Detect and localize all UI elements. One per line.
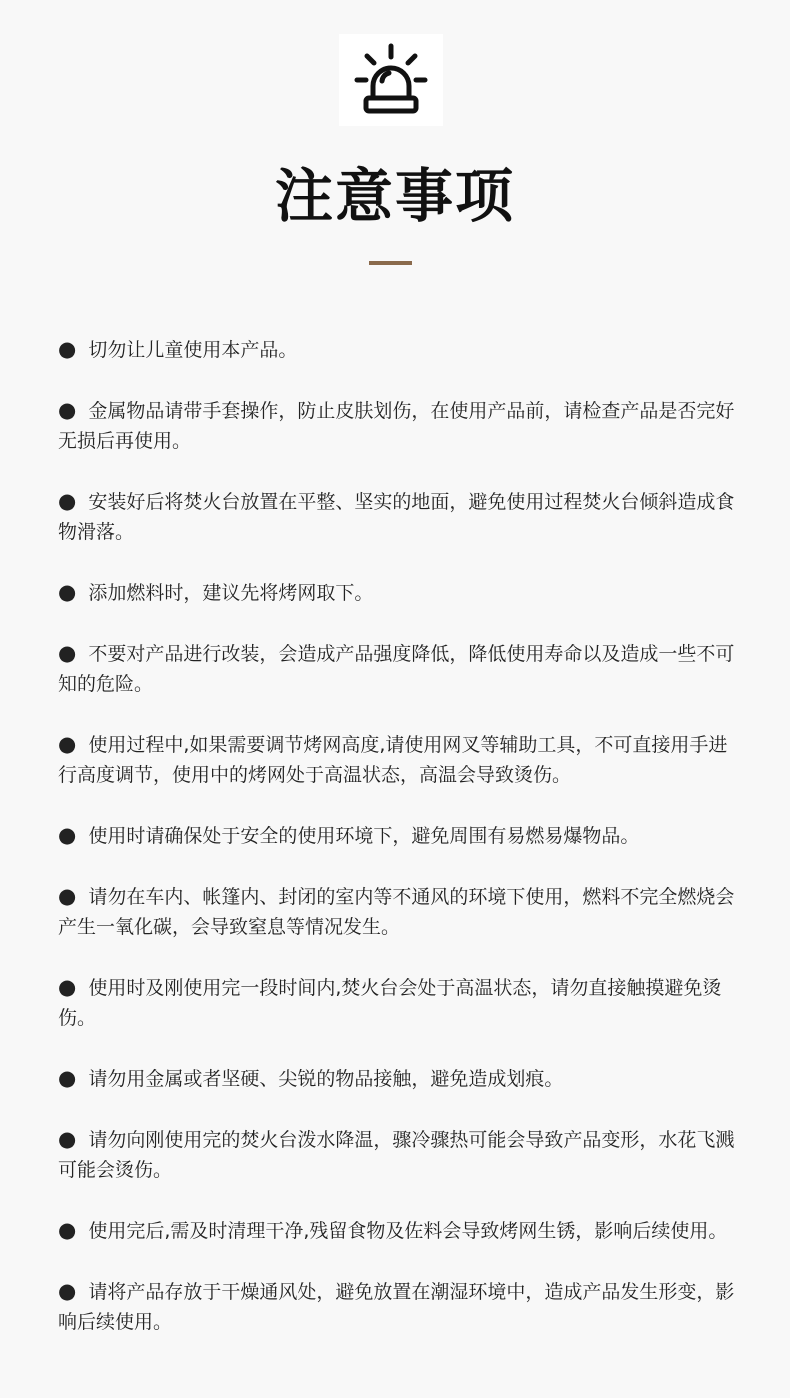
note-text: 使用时请确保处于安全的使用环境下，避免周围有易燃易爆物品。	[88, 825, 640, 847]
bullet-icon: ●	[58, 489, 77, 513]
bullet-icon: ●	[58, 641, 77, 665]
bullet-icon: ●	[58, 732, 77, 756]
alarm-icon-box	[339, 34, 443, 126]
list-item	[58, 1124, 738, 1185]
list-item	[58, 486, 738, 547]
note-text: 金属物品请带手套操作，防止皮肤划伤，在使用产品前，请检查产品是否完好无损后再使用。	[58, 400, 735, 452]
list-item	[58, 820, 738, 851]
alarm-light-icon	[351, 40, 431, 120]
note-text: 安装好后将焚火台放置在平整、坚实的地面，避免使用过程焚火台倾斜造成食物滑落。	[58, 491, 735, 543]
notes-list	[58, 334, 738, 1367]
list-item	[58, 972, 738, 1033]
list-item	[58, 729, 738, 790]
bullet-icon: ●	[58, 1127, 77, 1151]
bullet-icon: ●	[58, 1279, 77, 1303]
note-text: 使用过程中,如果需要调节烤网高度,请使用网叉等辅助工具，不可直接用手进行高度调节，使用中的烤网处于高温状态，高温会导致烫伤。	[58, 734, 728, 786]
note-text: 不要对产品进行改装，会造成产品强度降低，降低使用寿命以及造成一些不可知的危险。	[58, 643, 735, 695]
list-item	[58, 881, 738, 942]
note-text: 使用时及刚使用完一段时间内,焚火台会处于高温状态，请勿直接触摸避免烫伤。	[58, 977, 722, 1029]
note-text: 请勿向刚使用完的焚火台泼水降温，骤冷骤热可能会导致产品变形，水花飞溅可能会烫伤。	[58, 1129, 735, 1181]
bullet-icon: ●	[58, 1066, 77, 1090]
list-item	[58, 334, 738, 365]
list-item	[58, 577, 738, 608]
bullet-icon: ●	[58, 975, 77, 999]
list-item	[58, 1215, 738, 1246]
list-item	[58, 1276, 738, 1337]
title-divider	[369, 261, 412, 265]
bullet-icon: ●	[58, 884, 77, 908]
bullet-icon: ●	[58, 580, 77, 604]
bullet-icon: ●	[58, 823, 77, 847]
note-text: 请勿用金属或者坚硬、尖锐的物品接触，避免造成划痕。	[88, 1068, 564, 1090]
bullet-icon: ●	[58, 1218, 77, 1242]
list-item	[58, 638, 738, 699]
note-text: 请将产品存放于干燥通风处，避免放置在潮湿环境中，造成产品发生形变，影响后续使用。	[58, 1281, 735, 1333]
page-title: 注意事项	[274, 162, 515, 230]
note-text: 添加燃料时，建议先将烤网取下。	[88, 582, 374, 604]
bullet-icon: ●	[58, 398, 77, 422]
note-text: 使用完后,需及时清理干净,残留食物及佐料会导致烤网生锈，影响后续使用。	[88, 1220, 728, 1242]
list-item	[58, 1063, 738, 1094]
bullet-icon: ●	[58, 337, 77, 361]
note-text: 请勿在车内、帐篷内、封闭的室内等不通风的环境下使用，燃料不完全燃烧会产生一氧化碳，会导致窒息等情况发生。	[58, 886, 735, 938]
list-item	[58, 395, 738, 456]
note-text: 切勿让儿童使用本产品。	[88, 339, 298, 361]
